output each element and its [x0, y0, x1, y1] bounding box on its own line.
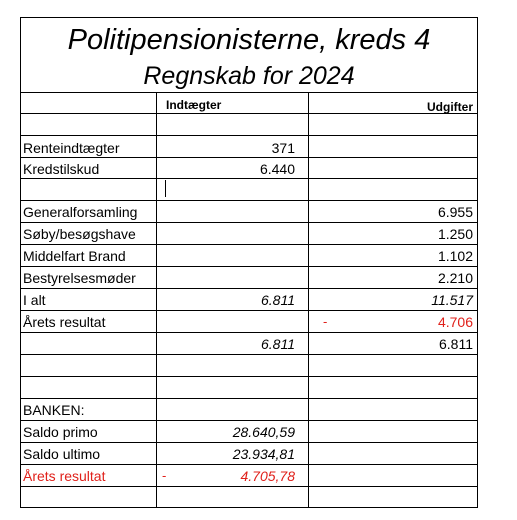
income-header: Indtægter: [166, 98, 222, 112]
income-value-kredstilskud: 6.440: [259, 161, 295, 177]
grid-line: [20, 266, 478, 267]
income-total-ialt: 6.811: [261, 292, 295, 308]
grid-line: [20, 398, 478, 399]
row-label-renteindtaegter: Renteindtægter: [23, 140, 120, 156]
grid-line: [20, 113, 478, 114]
grid-line: [20, 442, 478, 443]
grid-line: [308, 92, 309, 508]
row-label-soby: Søby/besøgshave: [23, 226, 136, 242]
row-label-middelfart: Middelfart Brand: [23, 248, 126, 264]
expense-value-bestyrelse: 2.210: [437, 270, 473, 286]
grid-line: [20, 92, 478, 93]
text-cursor: [165, 180, 166, 197]
grid-line: [20, 332, 478, 333]
grid-line: [20, 464, 478, 465]
row-label-kredstilskud: Kredstilskud: [23, 161, 100, 177]
income-value-renteindtaegter: 371: [271, 140, 295, 156]
row-label-bestyrelse: Bestyrelsesmøder: [23, 270, 136, 286]
expense-value-aarets-resultat: 4.706: [437, 314, 473, 330]
sheet-subtitle: Regnskab for 2024: [143, 62, 355, 90]
grid-line: [20, 200, 478, 201]
expense-total-ialt: 11.517: [431, 292, 473, 308]
grid-line: [20, 354, 478, 355]
expense-balance-total: 6.811: [439, 336, 473, 352]
grid-line: [156, 92, 157, 508]
bank-value-aarets-resultat: 4.705,78: [240, 468, 295, 484]
bank-value-saldo-ultimo: 23.934,81: [232, 446, 295, 462]
sheet-title: Politipensionisterne, kreds 4: [67, 24, 431, 56]
expense-value-generalforsamling: 6.955: [437, 204, 473, 220]
bank-negative-sign: -: [162, 468, 167, 483]
expense-value-soby: 1.250: [437, 226, 473, 242]
row-label-generalforsamling: Generalforsamling: [23, 204, 138, 220]
grid-line: [20, 288, 478, 289]
expense-value-middelfart: 1.102: [437, 248, 473, 264]
grid-line: [20, 244, 478, 245]
grid-line: [20, 222, 478, 223]
bank-label-aarets-resultat: Årets resultat: [23, 468, 106, 484]
bank-label-saldo-ultimo: Saldo ultimo: [23, 446, 101, 462]
grid-line: [20, 135, 478, 136]
grid-line: [20, 486, 478, 487]
income-balance-total: 6.811: [261, 336, 295, 352]
expenses-header: Udgifter: [427, 100, 473, 114]
row-label-aarets-resultat: Årets resultat: [23, 314, 106, 330]
bank-value-saldo-primo: 28.640,59: [232, 424, 295, 440]
grid-line: [20, 376, 478, 377]
bank-section-label: BANKEN:: [23, 402, 85, 418]
row-label-ialt: I alt: [23, 292, 46, 308]
bank-label-saldo-primo: Saldo primo: [23, 424, 98, 440]
grid-line: [20, 420, 478, 421]
grid-line: [20, 310, 478, 311]
negative-sign: -: [323, 314, 328, 329]
